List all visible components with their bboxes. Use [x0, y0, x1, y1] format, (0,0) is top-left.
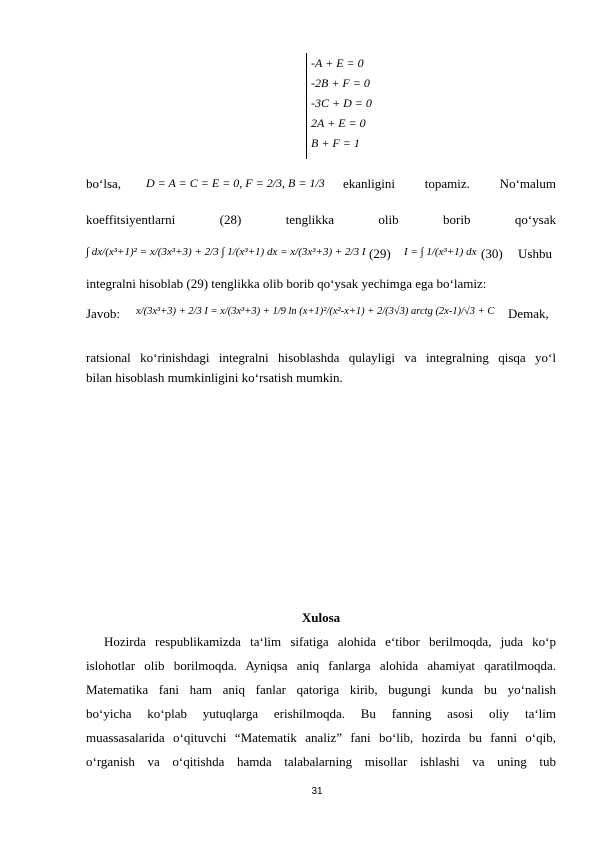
equation-system — [306, 53, 401, 159]
line3-eqnum2: (30) — [481, 246, 503, 261]
section-heading: Xulosa — [301, 610, 341, 625]
line3-formula: ∫ dx/(x³+1)² = x/(3x³+3) + 2/3 ∫ 1/(x³+1) dx = x/(3x³+3) + 2/3 I — [86, 246, 366, 258]
para1-line2: bilan hisoblash mumkinligini ko‘rsatish mumkin. — [86, 370, 343, 385]
page-number: 31 — [311, 786, 323, 797]
line4-text: integralni hisoblab (29) tenglikka olib borib qo‘ysak yechimga ega bo‘lamiz: — [86, 276, 487, 291]
equation-1: -A + E = 0 — [311, 56, 364, 70]
equation-3: -3C + D = 0 — [311, 96, 372, 110]
equation-4: 2A + E = 0 — [311, 116, 366, 130]
conclusion-line4: bo‘yicha ko‘plab yutuqlarga erishilmoqda. Bu fanning asosi oliy ta‘lim — [86, 706, 556, 721]
line5-prefix: Javob: — [86, 306, 120, 321]
para1-line1: ratsional ko‘rinishdagi integralni hisoblashda qulayligi va integralning qisqa yo‘l — [86, 350, 556, 365]
line2-text: koeffitsiyentlarni (28) tenglikka olib borib qo‘ysak — [86, 212, 556, 227]
line1-formula: D = A = C = E = 0, F = 2/3, B = 1/3 — [146, 176, 325, 190]
line3-suffix: Ushbu — [518, 246, 552, 261]
conclusion-line2: islohotlar olib borilmoqda. Ayniqsa aniq fanlarga alohida ahamiyat qaratilmoqda. — [86, 658, 556, 673]
line1-prefix: bo‘lsa, — [86, 176, 122, 191]
line3-formula2: I = ∫ 1/(x³+1) dx — [404, 246, 477, 258]
conclusion-line6: o‘rganish va o‘qitishda hamda talabalarning misollar ishlashi va uning tub — [86, 754, 556, 769]
conclusion-line5: muassasalarida o‘qituvchi “Matematik analiz” fani bo‘lib, hozirda bu fanni o‘qib, — [86, 730, 556, 745]
line5-formula: x/(3x³+3) + 2/3 I = x/(3x³+3) + 1/9 ln (x+1)²/(x²-x+1) + 2/(3√3) arctg (2x-1)/√3 + C — [136, 306, 495, 317]
line3-eqnum: (29) — [369, 246, 391, 261]
conclusion-line3: Matematika fani ham aniq fanlar qatoriga kirib, bugungi kunda bu yo‘nalish — [86, 682, 556, 697]
conclusion-line1: Hozirda respublikamizda ta‘lim sifatiga alohida e‘tibor berilmoqda, juda ko‘p — [104, 634, 556, 649]
line1-suffix: ekanligini topamiz. No‘malum — [343, 176, 556, 191]
equation-5: B + F = 1 — [311, 136, 360, 150]
equation-2: -2B + F = 0 — [311, 76, 370, 90]
line5-suffix: Demak, — [508, 306, 549, 321]
